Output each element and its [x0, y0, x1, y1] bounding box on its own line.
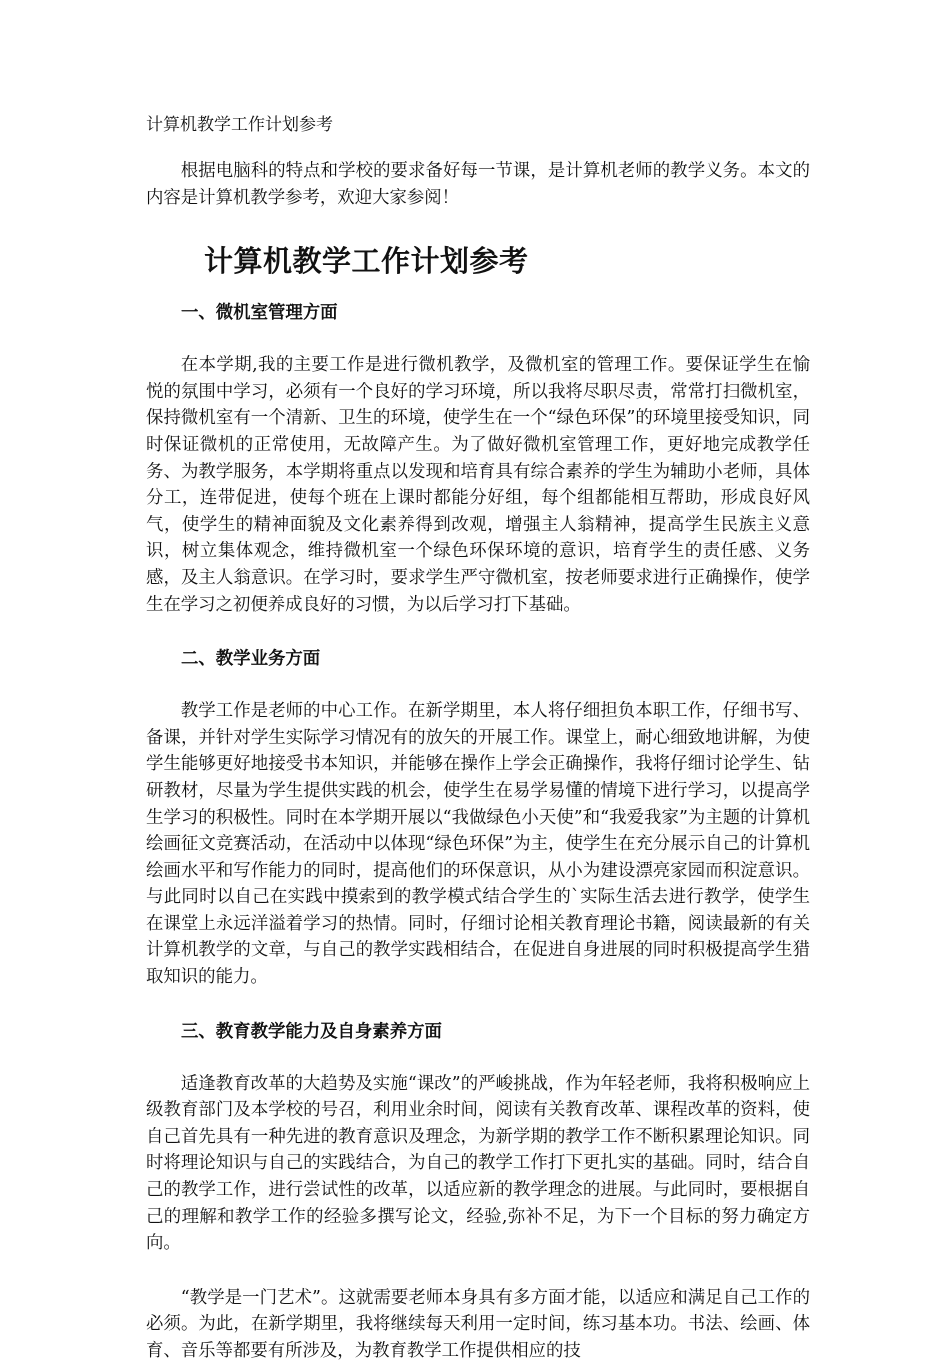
intro-paragraph: 根据电脑科的特点和学校的要求备好每一节课，是计算机老师的教学义务。本文的内容是计算机教学参考，欢迎大家参阅！ [146, 161, 810, 208]
section-heading-2: 二、教学业务方面 [181, 649, 321, 670]
section-paragraph-1: 在本学期,我的主要工作是进行微机教学，及微机室的管理工作。要保证学生在愉悦的氛围中学习，必须有一个良好的学习环境，所以我将尽职尽责，常常打扫微机室，保持微机室有一个清新、卫生的环境，使学生在一个“绿色环保”的环境里接受知识，同时保证微机的正常使用，无故障产生。为了做好微机室管理工作，更好地完成教学任务、为教学服务，本学期将重点以发现和培育具有综合素养的学生为辅助小老师，具体分工，连带促进，使每个班在上课时都能分好组，每个组都能相互帮助，形成良好风气，使学生的精神面貌及文化素养得到改观，增强主人翁精神，提高学生民族主义意识，树立集体观念，维持微机室一个绿色环保环境的意识，培育学生的责任感、义务感，及主人翁意识。在学习时，要求学生严守微机室，按老师要求进行正确操作，使学生在学习之初便养成良好的习惯，为以后学习打下基础。 [146, 355, 810, 615]
closing-paragraph: “教学是一门艺术”。这就需要老师本身具有多方面才能，以适应和满足自己工作的必须。为此，在新学期里，我将继续每天利用一定时间，练习基本功。书法、绘画、体育、音乐等都要有所涉及，为教育教学工作提供相应的技 [146, 1287, 810, 1361]
section-heading-3: 三、教育教学能力及自身素养方面 [181, 1021, 442, 1042]
section-paragraph-3: 适逢教育改革的大趋势及实施“课改”的严峻挑战，作为年轻老师，我将积极响应上级教育部门及本学校的号召，利用业余时间，阅读有关教育改革、课程改革的资料，使自己首先具有一种先进的教育意识及理念，为新学期的教学工作不断积累理论知识。同时将理论知识与自己的实践结合，为自己的教学工作打下更扎实的基础。同时，结合自己的教学工作，进行尝试性的改革，以适应新的教学理念的进展。与此同时，要根据自己的理解和教学工作的经验多撰写论文，经验,弥补不足，为下一个目标的努力确定方向。 [146, 1073, 810, 1254]
section-paragraph-2: 教学工作是老师的中心工作。在新学期里，本人将仔细担负本职工作，仔细书写、备课，并针对学生实际学习情况有的放矢的开展工作。课堂上，耐心细致地讲解，为使学生能够更好地接受书本知识，并能够在操作上学会正确操作，我将仔细讨论学生、钻研教材，尽量为学生提供实践的机会，使学生在易学易懂的情境下进行学习，以提高学生学习的积极性。同时在本学期开展以“我做绿色小天使”和“我爱我家”为主题的计算机绘画征文竞赛活动，在活动中以体现“绿色环保”为主，使学生在充分展示自己的计算机绘画水平和写作能力的同时，提高他们的环保意识，从小为建设漂亮家园而积淀意识。与此同时以自己在实践中摸索到的教学模式结合学生的`实际生活去进行教学，使学生在课堂上永远洋溢着学习的热情。同时，仔细讨论相关教育理论书籍，阅读最新的有关计算机教学的文章，与自己的教学实践相结合，在促进自身进展的同时积极提高学生猎取知识的能力。 [146, 701, 810, 988]
main-title: 计算机教学工作计划参考 [204, 244, 529, 279]
document-page [146, 112, 810, 1365]
document-header-title: 计算机教学工作计划参考 [146, 115, 333, 135]
section-heading-1: 一、微机室管理方面 [181, 303, 338, 324]
